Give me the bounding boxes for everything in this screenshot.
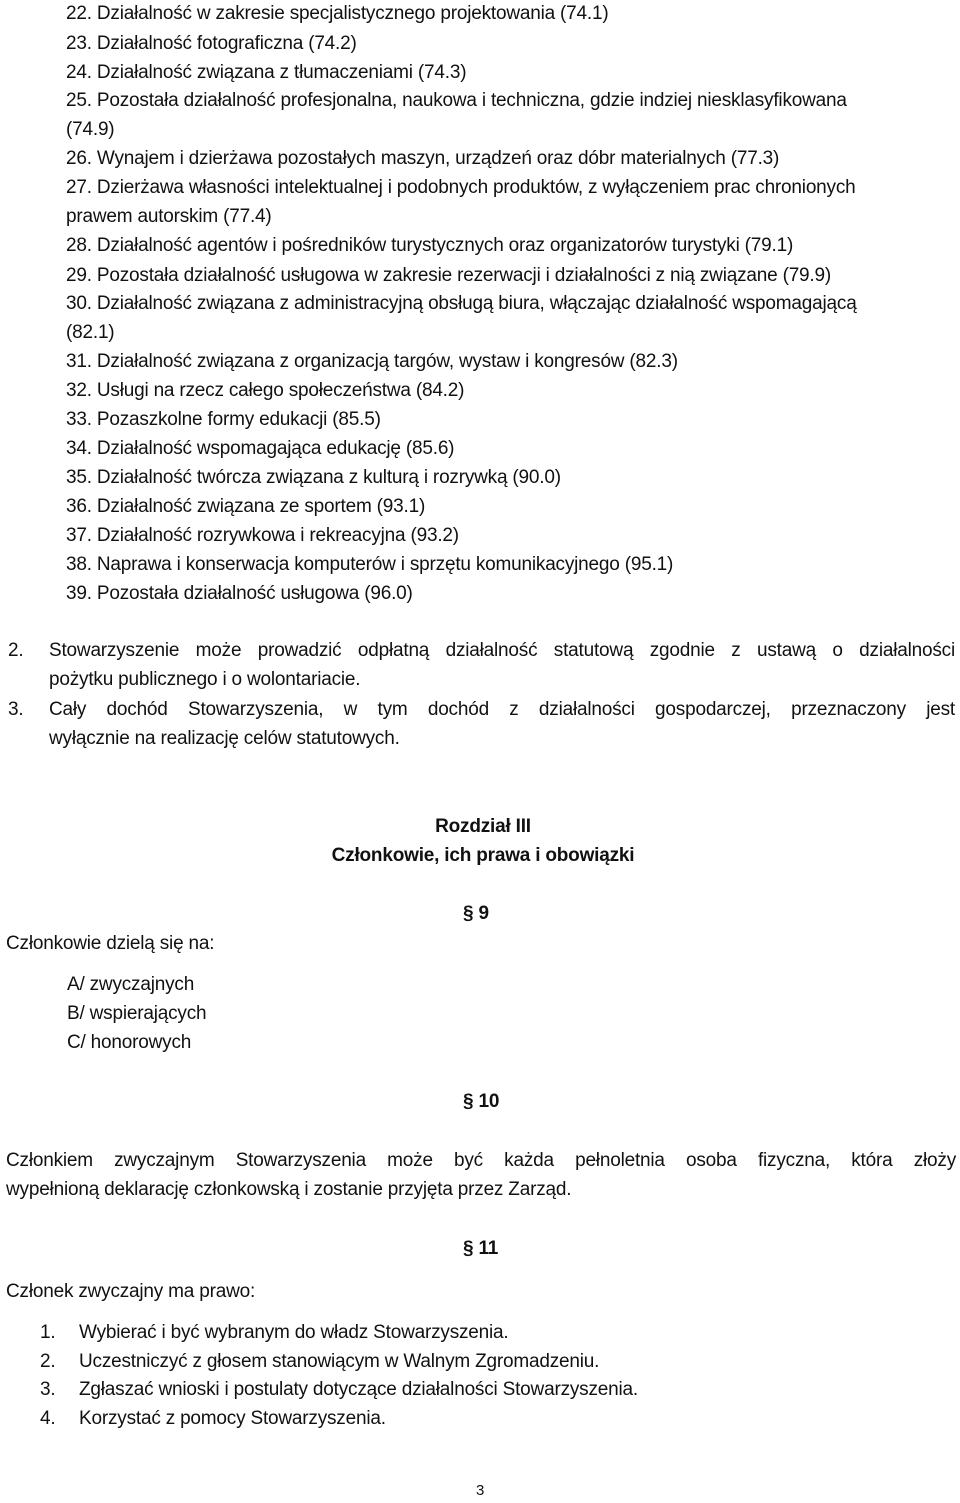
chapter-subtitle: Członkowie, ich prawa i obowiązki (331, 845, 635, 866)
activity-item-continuation: prawem autorskim (77.4) (66, 206, 272, 227)
member-category: A/ zwyczajnych (67, 974, 195, 995)
right-item: Korzystać z pomocy Stowarzyszenia. (79, 1408, 386, 1429)
activity-item-continuation: (74.9) (66, 119, 115, 140)
right-item: Uczestniczyć z głosem stanowiącym w Walnym Zgromadzeniu. (79, 1351, 600, 1372)
right-number: 4. (40, 1408, 56, 1429)
paragraph-2-line-1: Stowarzyszenie może prowadzić odpłatną działalność statutową zgodnie z ustawą o działalności (49, 640, 955, 661)
activity-item: 38. Naprawa i konserwacja komputerów i sprzętu komunikacyjnego (95.1) (66, 554, 674, 575)
member-category: B/ wspierających (67, 1003, 207, 1024)
activity-item: 39. Pozostała działalność usługowa (96.0) (66, 583, 413, 604)
activity-item-continuation: (82.1) (66, 322, 115, 343)
activity-item: 23. Działalność fotograficzna (74.2) (66, 33, 357, 54)
activity-item: 28. Działalność agentów i pośredników turystycznych oraz organizatorów turystyki (79.1) (66, 235, 794, 256)
paragraph-number: 3. (8, 699, 24, 720)
activity-item: 29. Pozostała działalność usługowa w zakresie rezerwacji i działalności z nią związane (79.9) (66, 265, 832, 286)
paragraph-3-line-2: wyłącznie na realizację celów statutowych. (49, 728, 400, 749)
activity-item: 32. Usługi na rzecz całego społeczeństwa (84.2) (66, 380, 465, 401)
activity-item: 33. Pozaszkolne formy edukacji (85.5) (66, 409, 381, 430)
paragraph-number: 2. (8, 640, 24, 661)
activity-item: 24. Działalność związana z tłumaczeniami (74.3) (66, 62, 467, 83)
activity-item: 36. Działalność związana ze sportem (93.1) (66, 496, 426, 517)
activity-item: 35. Działalność twórcza związana z kulturą i rozrywką (90.0) (66, 467, 561, 488)
activity-item: 22. Działalność w zakresie specjalistycznego projektowania (74.1) (66, 3, 609, 24)
paragraph-3-line-1: Cały dochód Stowarzyszenia, w tym dochód z działalności gospodarczej, przeznaczony jest (49, 699, 955, 720)
section-heading-9: § 9 (463, 903, 489, 924)
chapter-title: Rozdział III (435, 816, 531, 837)
member-category: C/ honorowych (67, 1032, 192, 1053)
right-number: 3. (40, 1379, 56, 1400)
section-heading-10: § 10 (463, 1091, 500, 1112)
section-heading-11: § 11 (463, 1238, 499, 1259)
activity-item: 34. Działalność wspomagająca edukację (85.6) (66, 438, 455, 459)
activity-item: 27. Dzierżawa własności intelektualnej i podobnych produktów, z wyłączeniem prac chronionych (66, 177, 856, 198)
page-number: 3 (476, 1482, 485, 1499)
section-11-intro: Członek zwyczajny ma prawo: (6, 1281, 256, 1302)
activity-item: 26. Wynajem i dzierżawa pozostałych maszyn, urządzeń oraz dóbr materialnych (77.3) (66, 148, 780, 169)
activity-item: 37. Działalność rozrywkowa i rekreacyjna (93.2) (66, 525, 459, 546)
right-number: 2. (40, 1351, 56, 1372)
section-10-line-1: Członkiem zwyczajnym Stowarzyszenia może być każda pełnoletnia osoba fizyczna, która złoży (6, 1150, 956, 1171)
activity-item: 25. Pozostała działalność profesjonalna, naukowa i techniczna, gdzie indziej niesklasyfikowana (66, 90, 847, 111)
right-item: Zgłaszać wnioski i postulaty dotyczące działalności Stowarzyszenia. (79, 1379, 638, 1400)
activity-item: 31. Działalność związana z organizacją targów, wystaw i kongresów (82.3) (66, 351, 678, 372)
section-10-line-2: wypełnioną deklarację członkowską i zostanie przyjęta przez Zarząd. (6, 1179, 572, 1200)
section-9-intro: Członkowie dzielą się na: (6, 933, 215, 954)
right-item: Wybierać i być wybranym do władz Stowarzyszenia. (79, 1322, 509, 1343)
right-number: 1. (40, 1322, 56, 1343)
activity-item: 30. Działalność związana z administracyjną obsługą biura, włączając działalność wspomagającą (66, 293, 857, 314)
paragraph-2-line-2: pożytku publicznego i o wolontariacie. (49, 669, 361, 690)
